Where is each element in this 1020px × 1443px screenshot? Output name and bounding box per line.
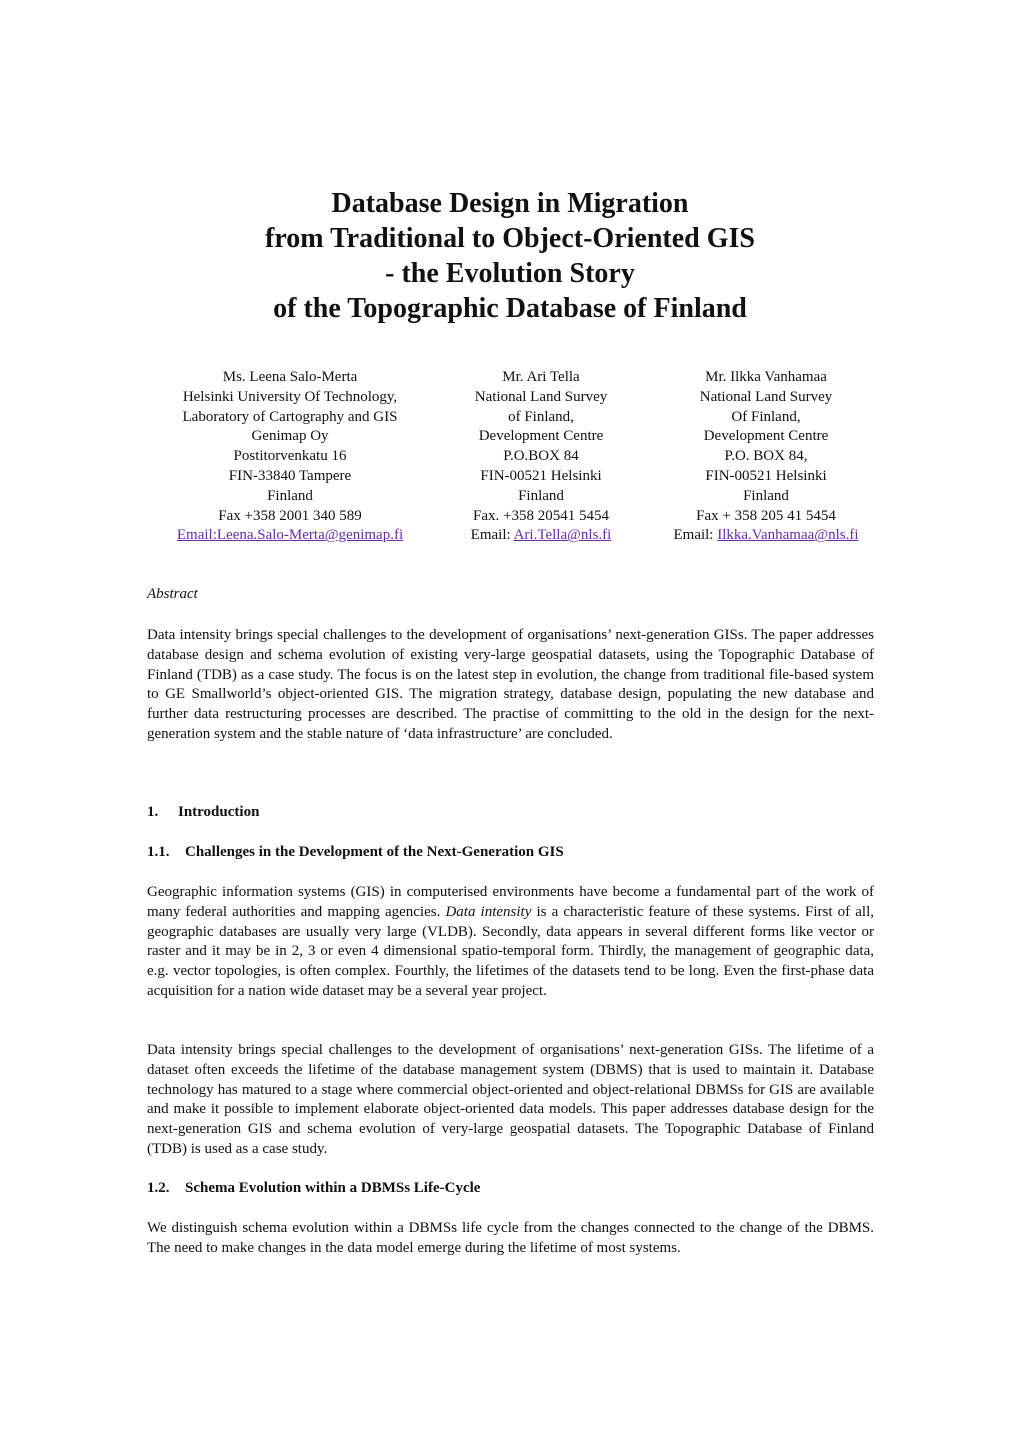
section-title: Schema Evolution within a DBMSs Life-Cycle: [185, 1180, 481, 1196]
title-line: - the Evolution Story: [385, 258, 635, 289]
title-line: of the Topographic Database of Finland: [273, 293, 747, 324]
author-affiliation: National Land Survey: [474, 388, 608, 405]
author-street: P.O.BOX 84: [503, 448, 579, 465]
author-name: Mr. Ilkka Vanhamaa: [705, 369, 827, 385]
author-salo-merta: [177, 368, 403, 546]
email-link[interactable]: Ilkka.Vanhamaa@nls.fi: [717, 527, 859, 544]
author-country: Finland: [267, 487, 313, 504]
author-city: FIN-00521 Helsinki: [480, 467, 602, 484]
subsection-heading-challenges: [147, 844, 564, 861]
author-organization: Genimap Oy: [251, 428, 329, 445]
section-number: 1.1.: [147, 844, 170, 860]
email-prefix: Email:: [673, 527, 718, 544]
author-country: Finland: [743, 487, 789, 504]
email-link[interactable]: Ari.Tella@nls.fi: [513, 527, 612, 544]
author-tella: [471, 368, 612, 546]
author-affiliation: of Finland,: [508, 408, 574, 425]
author-street: Postitorvenkatu 16: [233, 448, 347, 465]
author-organization: Development Centre: [478, 428, 604, 445]
section-title: Challenges in the Development of the Next-Generation GIS: [185, 844, 564, 860]
text-run: Geographic information systems (GIS) in computerised environments have become a fundamental part of the work of many federal authorities and mapping agencies.: [147, 884, 874, 920]
author-street: P.O. BOX 84,: [724, 448, 808, 465]
section-number: 1.2.: [147, 1180, 170, 1196]
author-email: [177, 526, 403, 546]
author-fax: Fax +358 2001 340 589: [218, 507, 362, 524]
body-paragraph: Data intensity brings special challenges to the development of organisations’ next-generation GISs. The lifetime of a dataset often exceeds the lifetime of the database management system (DBMS) that is used to maintain it. Database technology has matured to a stage where commercial object-oriented and object-relational DBMSs for GIS are available and make it possible to implement elaborate object-oriented data models. This paper addresses database design for the next-generation GIS and schema evolution of very-large geospatial datasets. The Topographic Database of Finland (TDB) is used as a case study.: [147, 1042, 874, 1157]
author-fax: Fax + 358 205 41 5454: [696, 507, 836, 524]
author-name: Ms. Leena Salo-Merta: [222, 369, 358, 385]
subsection-heading-schema-evolution: [147, 1180, 480, 1197]
paper-title: [0, 186, 1020, 326]
author-organization: Development Centre: [703, 428, 829, 445]
author-affiliation: Laboratory of Cartography and GIS: [182, 408, 398, 425]
text-run: is a characteristic feature of these systems. First of all, geographic databases are usually very large (VLDB). Secondly, data appears in several different forms like vector or raster and it may be in 2, 3 or even 4 dimensional spatio-temporal form. Thirdly, the management of geographic data, e.g. vector topologies, is often complex. Fourthly, the lifetimes of the datasets tend to be long. Even the first-phase data acquisition for a nation wide dataset may be a several year project.: [147, 903, 875, 999]
section-title: Introduction: [178, 804, 260, 820]
author-email: [471, 526, 612, 546]
author-name: Mr. Ari Tella: [502, 369, 580, 385]
author-affiliation: National Land Survey: [699, 388, 833, 405]
author-email: [673, 526, 858, 546]
author-city: FIN-33840 Tampere: [228, 467, 352, 484]
section-heading-introduction: [147, 804, 259, 821]
author-country: Finland: [518, 487, 564, 504]
abstract-text: Data intensity brings special challenges to the development of organisations’ next-generation GISs. The paper addresses database design and schema evolution of existing very-large geospatial datasets, using the Topographic Database of Finland (TDB) as a case study. The focus is on the latest step in evolution, the change from traditional file-based system to GE Smallworld’s object-oriented GIS. The migration strategy, database design, populating the new database and further data restructuring processes are described. The practise of committing to the old in the design for the next-generation system and the stable nature of ‘data infrastructure’ are concluded.: [147, 627, 874, 742]
author-affiliation: Of Finland,: [731, 408, 801, 425]
title-line: Database Design in Migration: [331, 188, 689, 219]
emphasis-text: Data intensity: [445, 903, 532, 920]
author-vanhamaa: [673, 368, 858, 546]
title-line: from Traditional to Object-Oriented GIS: [265, 223, 755, 254]
author-city: FIN-00521 Helsinki: [705, 467, 827, 484]
abstract-label: Abstract: [147, 586, 198, 602]
email-prefix: Email:: [470, 527, 514, 544]
author-affiliation: Helsinki University Of Technology,: [182, 388, 398, 405]
body-paragraph: [147, 883, 874, 1002]
section-number: 1.: [147, 804, 159, 820]
email-link[interactable]: Email:Leena.Salo-Merta@genimap.fi: [176, 527, 404, 544]
author-block: [0, 368, 1020, 548]
author-fax: Fax. +358 20541 5454: [473, 507, 609, 524]
body-paragraph: We distinguish schema evolution within a DBMSs life cycle from the changes connected to the change of the DBMS. The need to make changes in the data model emerge during the lifetime of most systems.: [147, 1220, 874, 1256]
